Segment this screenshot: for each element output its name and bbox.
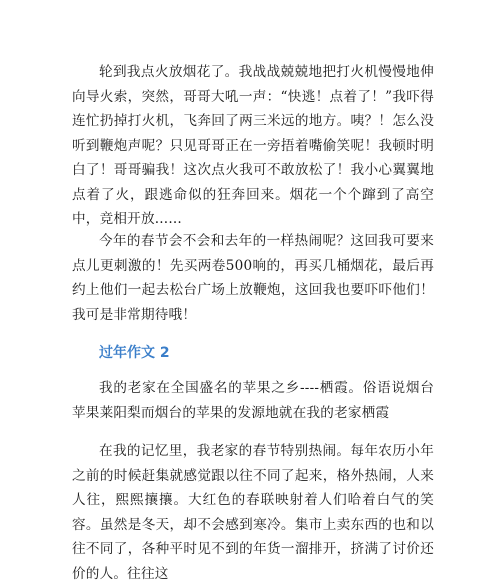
paragraph-hometown: 我的老家在全国盛名的苹果之乡----栖霞。俗语说烟台苹果莱阳梨而烟台的苹果的发源地就在我的老家栖霞 <box>72 380 434 421</box>
paragraph-spring-festival: 在我的记忆里，我老家的春节特别热闹。每年农历小年之前的时候赶集就感觉跟以往不同了起来，格外热闹，人来人往，熙熙攘攘。大红色的春联映射着人们哈着白气的笑容。虽然是冬天，却不会感到寒冷。集市上卖东西的也和以往不同了，各种平时见不到的年货一溜排开，挤满了讨价还价的人。往往这 <box>72 443 434 582</box>
paragraph-fireworks: 轮到我点火放烟花了。我战战兢兢地把打火机慢慢地伸向导火索，突然，哥哥大吼一声：“快逃！点着了！”我吓得连忙扔掉打火机，飞奔回了两三米远的地方。咦？！怎么没听到鞭炮声呢？只见哥哥正在一旁捂着嘴偷笑呢！我顿时明白了！哥哥骗我！这次点火我可不敢放松了！我小心翼翼地点着了火，跟逃命似的狂奔回来。烟花一个个蹿到了高空中，竞相开放...... <box>72 64 434 227</box>
section-heading: 过年作文 2 <box>99 345 170 361</box>
paragraph-this-year: 今年的春节会不会和去年的一样热闹呢？这回我可要来点儿更刺激的！先买两卷500响的，再买几桶烟花，最后再约上他们一起去松台广场上放鞭炮，这回我也要吓吓他们！我可是非常期待哦！ <box>72 233 434 323</box>
